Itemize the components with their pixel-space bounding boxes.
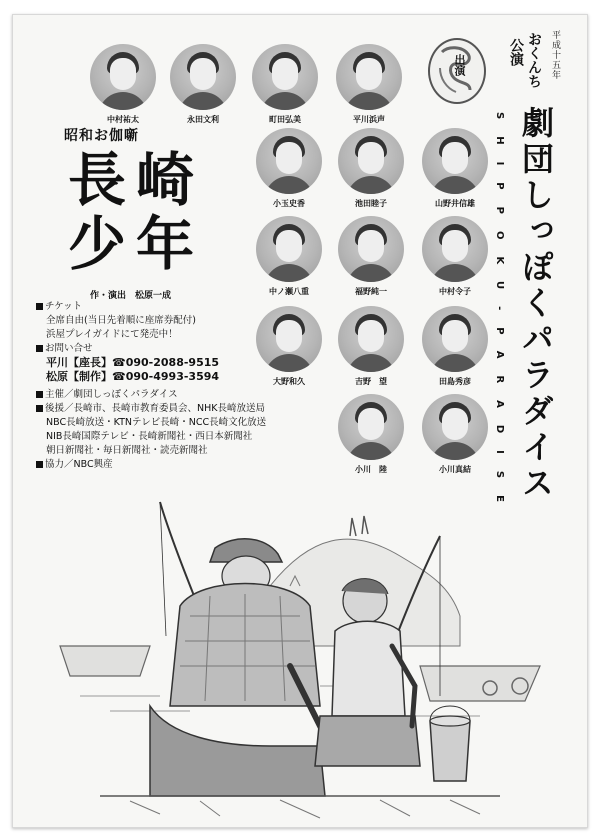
seal-text: 出演: [453, 54, 466, 76]
cast-name: 池田睦子: [355, 199, 387, 208]
tickets-line2: 浜屋プレイガイドにて発売中！: [46, 329, 178, 340]
tickets-line1: 全席自由(当日先着順に座席券配付): [46, 315, 196, 326]
play-title-line2: 少年: [68, 210, 205, 278]
portrait-photo: [336, 44, 402, 110]
appearance-seal: [428, 38, 486, 104]
okunchi-text: おくんち: [526, 32, 542, 88]
portrait-photo: [256, 216, 322, 282]
event-info: [36, 300, 336, 472]
cast-name: 大野和久: [273, 377, 305, 386]
cast-name: 山野井信雄: [435, 199, 475, 208]
performance-text: 公演: [508, 38, 524, 66]
cast-portrait: [338, 128, 404, 208]
play-subtitle: 昭和お伽噺: [64, 128, 139, 144]
contact-line1: 平川【座長】☎090-2088-9515: [46, 356, 220, 369]
portrait-photo: [422, 306, 488, 372]
organizer-text: 主催／劇団しっぽくパラダイス: [36, 388, 336, 402]
cast-name: 町田弘美: [269, 115, 301, 124]
cast-portrait: [252, 44, 318, 124]
troupe-name: 劇団しっぽくパラダイス: [517, 106, 555, 502]
cast-name: 小玉史香: [273, 199, 305, 208]
portrait-photo: [422, 128, 488, 194]
portrait-photo: [256, 128, 322, 194]
fishermen-illustration: [20, 496, 580, 826]
cast-name: 中村令子: [439, 287, 471, 296]
play-credit: 作・演出 松原一成: [90, 291, 172, 301]
cast-portrait: [256, 216, 322, 296]
contact-line2: 松原【制作】☎090-4993-3594: [46, 370, 220, 383]
cast-name: 吉野 望: [355, 377, 387, 386]
portrait-photo: [338, 394, 404, 460]
portrait-photo: [338, 216, 404, 282]
cast-name: 田島秀彦: [439, 377, 471, 386]
portrait-photo: [170, 44, 236, 110]
cast-name: 平川浜声: [353, 115, 385, 124]
cast-portrait: [170, 44, 236, 124]
cast-portrait: [338, 306, 404, 386]
portrait-photo: [422, 216, 488, 282]
cast-name: 小川 陸: [355, 465, 387, 474]
cast-name: 永田文利: [187, 115, 219, 124]
portrait-photo: [338, 128, 404, 194]
pier-ground: [100, 796, 500, 818]
support-line4: 朝日新聞社・毎日新聞社・読売新聞社: [46, 445, 208, 456]
contact-heading: お問い合せ: [36, 342, 336, 356]
cast-portrait: [338, 216, 404, 296]
cast-portrait: [336, 44, 402, 124]
cast-portrait: [422, 306, 488, 386]
portrait-photo: [422, 394, 488, 460]
fishing-bucket: [430, 706, 470, 781]
play-title-line1: 長崎: [68, 146, 205, 214]
troupe-romaji: SHIPPOKU-PARADISE: [494, 112, 505, 519]
year-text: 平成十五年: [550, 30, 560, 80]
cast-portrait: [422, 216, 488, 296]
cast-name: 中ノ瀬八重: [269, 287, 309, 296]
cast-portrait: [338, 394, 404, 474]
portrait-photo: [338, 306, 404, 372]
cooperation-text: 協力／NBC興産: [36, 458, 336, 472]
cast-name: 小川真結: [439, 465, 471, 474]
portrait-photo: [90, 44, 156, 110]
cast-name: 福野純一: [355, 287, 387, 296]
cast-name: 中村祐太: [107, 115, 139, 124]
portrait-photo: [252, 44, 318, 110]
cast-portrait: [90, 44, 156, 124]
tickets-heading: チケット: [36, 300, 336, 314]
support-line3: NIB長崎国際テレビ・長崎新聞社・西日本新聞社: [46, 431, 253, 442]
support-line2: NBC長崎放送・KTNテレビ長崎・NCC長崎文化放送: [46, 417, 267, 428]
cast-portrait: [422, 128, 488, 208]
support-heading: 後援／長崎市、長崎市教育委員会、NHK長崎放送局: [36, 402, 336, 416]
cast-portrait: [256, 128, 322, 208]
cast-portrait: [422, 394, 488, 474]
